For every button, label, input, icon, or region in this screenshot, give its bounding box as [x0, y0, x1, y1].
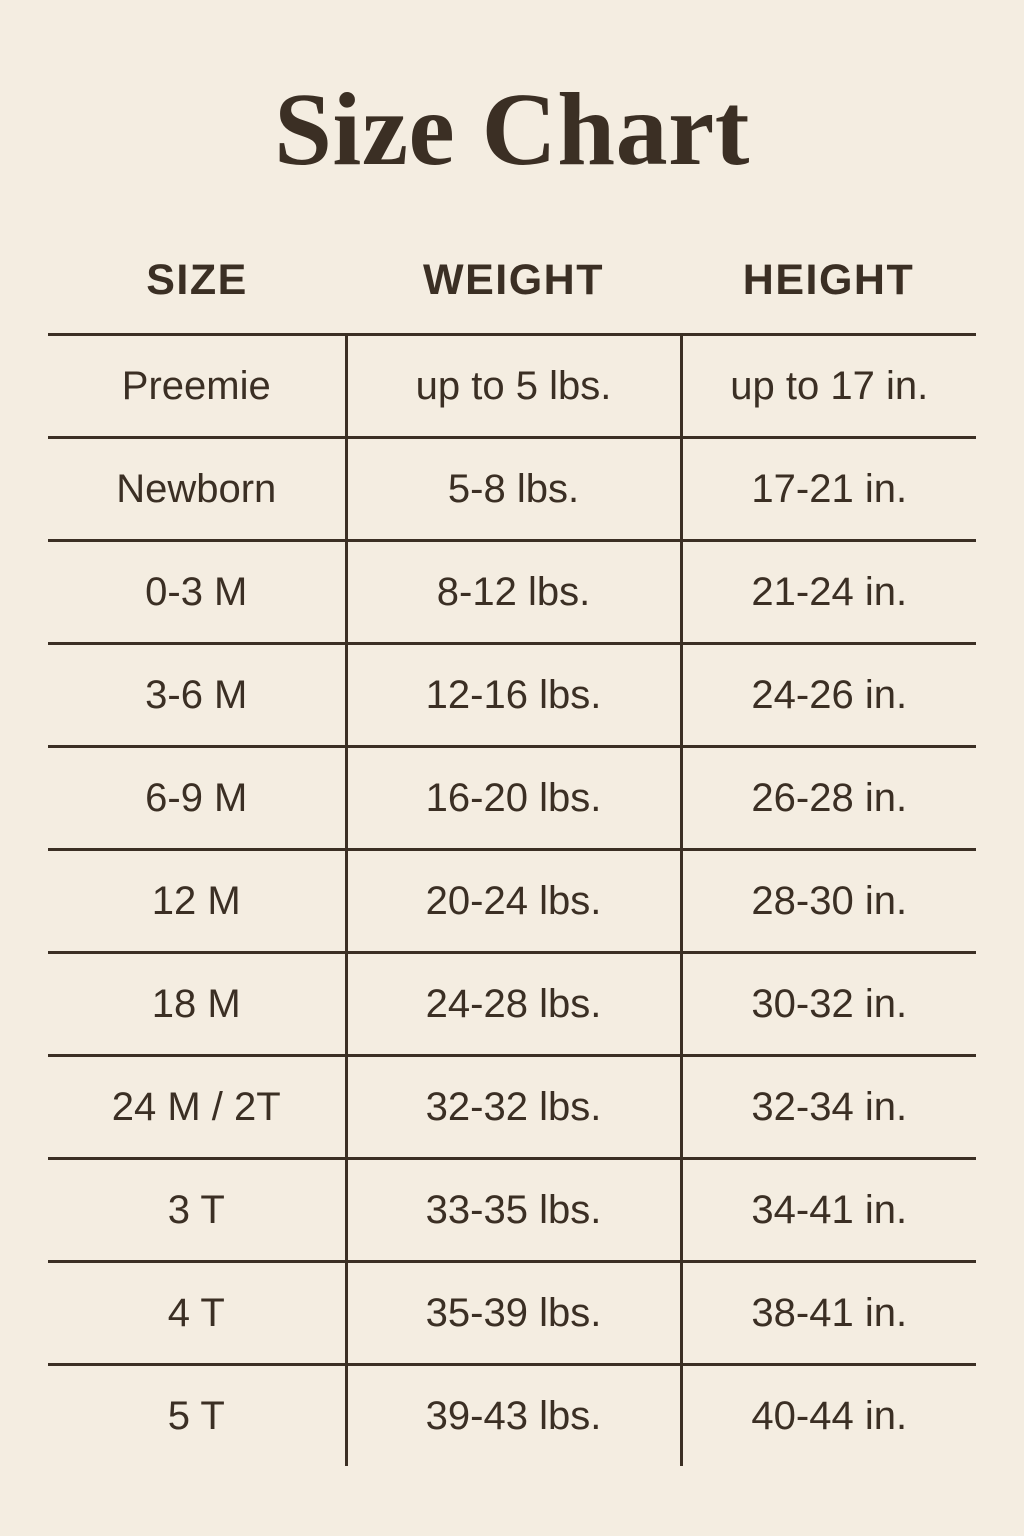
table-row — [48, 1365, 976, 1467]
cell-height: 21-24 in. — [681, 541, 976, 644]
cell-size: Newborn — [48, 438, 346, 541]
table-header — [48, 256, 976, 335]
cell-height: up to 17 in. — [681, 335, 976, 438]
cell-size: 5 T — [167, 1393, 225, 1438]
table-header-row — [48, 256, 976, 335]
cell-size: 24 M / 2T — [48, 1056, 346, 1159]
table-row — [48, 850, 976, 953]
cell-size: 0-3 M — [48, 541, 346, 644]
table-body — [48, 335, 976, 1467]
column-header-height: HEIGHT — [681, 256, 976, 335]
cell-weight: 16-20 lbs. — [346, 747, 681, 850]
cell-size: 3-6 M — [48, 644, 346, 747]
cell-weight: 20-24 lbs. — [346, 850, 681, 953]
table-row — [48, 335, 976, 438]
table-row — [48, 1262, 976, 1365]
cell-size: 3 T — [48, 1159, 346, 1262]
cell-size: 6-9 M — [48, 747, 346, 850]
cell-height: 40-44 in. — [751, 1393, 908, 1438]
cell-weight: up to 5 lbs. — [346, 335, 681, 438]
cell-size: Preemie — [48, 335, 346, 438]
cell-weight: 8-12 lbs. — [346, 541, 681, 644]
cell-height: 17-21 in. — [681, 438, 976, 541]
size-chart-table — [48, 256, 976, 1466]
table-row — [48, 1056, 976, 1159]
cell-height: 32-34 in. — [681, 1056, 976, 1159]
cell-size: 12 M — [48, 850, 346, 953]
cell-size: 18 M — [48, 953, 346, 1056]
cell-height: 26-28 in. — [681, 747, 976, 850]
cell-weight: 24-28 lbs. — [346, 953, 681, 1056]
cell-height: 28-30 in. — [681, 850, 976, 953]
table-row — [48, 747, 976, 850]
table-row — [48, 438, 976, 541]
cell-weight: 33-35 lbs. — [346, 1159, 681, 1262]
column-header-size: SIZE — [48, 256, 346, 335]
cell-weight: 32-32 lbs. — [346, 1056, 681, 1159]
column-header-weight: WEIGHT — [346, 256, 681, 335]
cell-height: 34-41 in. — [681, 1159, 976, 1262]
table-row — [48, 1159, 976, 1262]
cell-size: 4 T — [48, 1262, 346, 1365]
cell-height: 38-41 in. — [681, 1262, 976, 1365]
cell-weight: 12-16 lbs. — [346, 644, 681, 747]
page-title: Size Chart — [274, 72, 750, 187]
cell-weight: 35-39 lbs. — [346, 1262, 681, 1365]
table-row — [48, 541, 976, 644]
cell-height: 24-26 in. — [681, 644, 976, 747]
cell-height: 30-32 in. — [681, 953, 976, 1056]
cell-weight: 5-8 lbs. — [346, 438, 681, 541]
table-row — [48, 953, 976, 1056]
table-row — [48, 644, 976, 747]
cell-weight: 39-43 lbs. — [346, 1365, 681, 1467]
